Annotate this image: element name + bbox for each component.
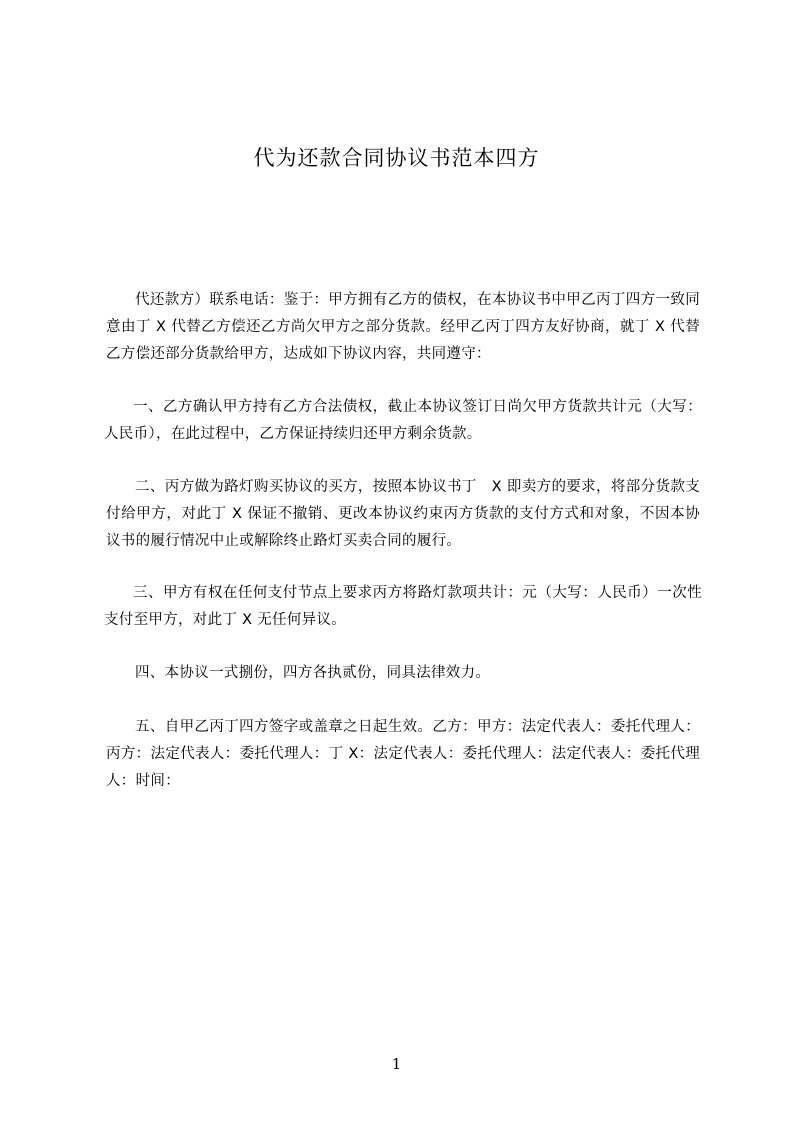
- document-title: 代为还款合同协议书范本四方: [253, 146, 540, 170]
- clause-1-paragraph: 一、乙方确认甲方持有乙方合法债权，截止本协议签订日尚欠甲方货款共计元（大写：人民币），在此过程中，乙方保证持续归还甲方剩余货款。: [104, 399, 702, 442]
- preamble-paragraph: 代还款方）联系电话：鉴于：甲方拥有乙方的债权，在本协议书中甲乙丙丁四方一致同意由丁 X 代替乙方偿还乙方尚欠甲方之部分货款。经甲乙丙丁四方友好协商，就丁 X 代替乙方偿还部分货款给甲方，达成如下协议内容，共同遵守：: [106, 292, 700, 362]
- page-number: 1: [391, 1055, 402, 1073]
- clause-5-signature-paragraph: 五、自甲乙丙丁四方签字或盖章之日起生效。乙方：甲方：法定代表人：委托代理人：丙方：法定代表人：委托代理人：丁 X：法定代表人：委托代理人：法定代表人：委托代理人：时间：: [106, 719, 700, 789]
- clause-2-paragraph: 二、丙方做为路灯购买协议的买方，按照本协议书丁 X 即卖方的要求，将部分货款支付给甲方，对此丁 X 保证不撤销、更改本协议约束丙方货款的支付方式和对象，不因本协议书的履行情况中止或解除终止路灯买卖合同的履行。: [106, 479, 700, 549]
- clause-4-paragraph: 四、本协议一式捌份，四方各执贰份，同具法律效力。: [135, 665, 491, 681]
- clause-3-paragraph: 三、甲方有权在任何支付节点上要求丙方将路灯款项共计：元（大写：人民币）一次性支付至甲方，对此丁 X 无任何异议。: [104, 585, 702, 628]
